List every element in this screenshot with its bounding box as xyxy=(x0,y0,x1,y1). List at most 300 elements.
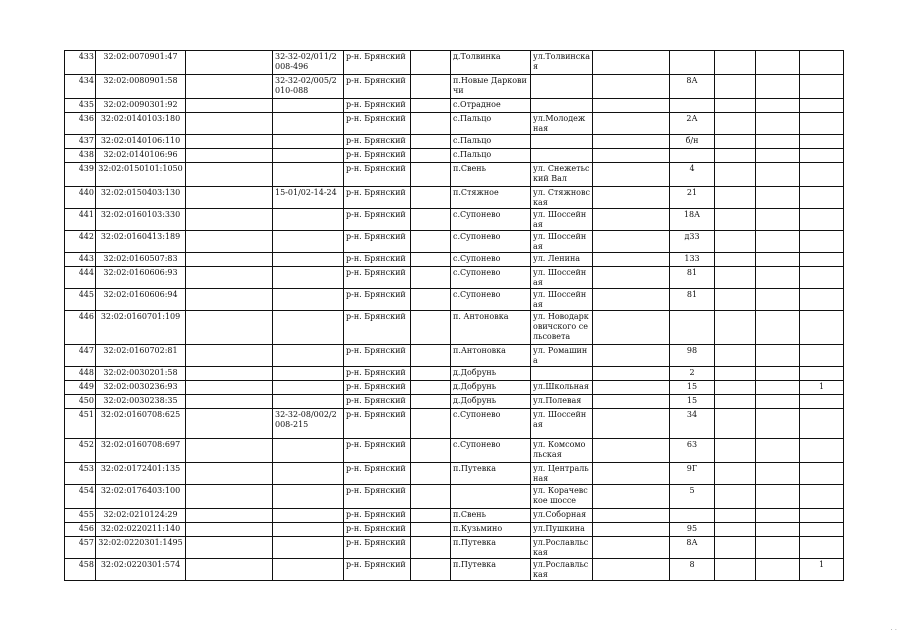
empty-cell xyxy=(593,231,670,253)
extra-value-cell xyxy=(800,409,844,439)
cadastral-number-cell: 32:02:0140106:96 xyxy=(96,149,186,163)
empty-cell xyxy=(411,409,451,439)
empty-cell xyxy=(593,439,670,463)
empty-cell xyxy=(715,253,756,267)
row-number-cell: 445 xyxy=(65,289,96,311)
registration-number-cell xyxy=(273,163,344,187)
row-number-cell: 450 xyxy=(65,395,96,409)
registration-number-cell xyxy=(273,209,344,231)
empty-cell xyxy=(593,113,670,135)
street-cell: ул. Шоссейная xyxy=(531,409,593,439)
street-cell: ул. Снежетьский Вал xyxy=(531,163,593,187)
registration-number-cell xyxy=(273,311,344,345)
empty-cell xyxy=(715,311,756,345)
row-number-cell: 458 xyxy=(65,559,96,581)
district-cell: р-н. Брянский xyxy=(344,75,411,99)
empty-cell xyxy=(756,439,800,463)
table-row xyxy=(65,163,844,187)
cadastral-number-cell: 32:02:0172401:135 xyxy=(96,463,186,485)
empty-cell xyxy=(186,113,273,135)
empty-cell xyxy=(411,537,451,559)
empty-cell xyxy=(756,99,800,113)
empty-cell xyxy=(411,187,451,209)
row-number-cell: 453 xyxy=(65,463,96,485)
street-cell xyxy=(531,75,593,99)
extra-value-cell xyxy=(800,311,844,345)
district-cell: р-н. Брянский xyxy=(344,559,411,581)
registration-number-cell xyxy=(273,113,344,135)
empty-cell xyxy=(186,409,273,439)
empty-cell xyxy=(756,75,800,99)
empty-cell xyxy=(593,409,670,439)
house-number-cell: 9Г xyxy=(670,463,715,485)
empty-cell xyxy=(186,439,273,463)
empty-cell xyxy=(186,99,273,113)
locality-cell: с.Супонево xyxy=(451,267,531,289)
registration-number-cell: 15-01/02-14-24 xyxy=(273,187,344,209)
row-number-cell: 447 xyxy=(65,345,96,367)
empty-cell xyxy=(411,149,451,163)
house-number-cell: 2 xyxy=(670,367,715,381)
street-cell: ул. Центральная xyxy=(531,463,593,485)
empty-cell xyxy=(411,163,451,187)
extra-value-cell: 1 xyxy=(800,559,844,581)
empty-cell xyxy=(715,113,756,135)
table-row xyxy=(65,345,844,367)
empty-cell xyxy=(715,231,756,253)
empty-cell xyxy=(411,395,451,409)
empty-cell xyxy=(411,253,451,267)
house-number-cell xyxy=(670,311,715,345)
locality-cell: с.Супонево xyxy=(451,209,531,231)
cadastral-number-cell: 32:02:0090301:92 xyxy=(96,99,186,113)
extra-value-cell xyxy=(800,51,844,75)
empty-cell xyxy=(186,75,273,99)
row-number-cell: 441 xyxy=(65,209,96,231)
empty-cell xyxy=(715,439,756,463)
district-cell: р-н. Брянский xyxy=(344,485,411,509)
district-cell: р-н. Брянский xyxy=(344,113,411,135)
table-row xyxy=(65,509,844,523)
row-number-cell: 437 xyxy=(65,135,96,149)
empty-cell xyxy=(715,381,756,395)
empty-cell xyxy=(411,289,451,311)
empty-cell xyxy=(715,187,756,209)
locality-cell: с.Супонево xyxy=(451,231,531,253)
row-number-cell: 443 xyxy=(65,253,96,267)
table-row xyxy=(65,537,844,559)
extra-value-cell xyxy=(800,509,844,523)
cadastral-number-cell: 32:02:0160708:625 xyxy=(96,409,186,439)
house-number-cell: 8А xyxy=(670,75,715,99)
locality-cell: с.Пальцо xyxy=(451,135,531,149)
registration-number-cell xyxy=(273,367,344,381)
extra-value-cell xyxy=(800,523,844,537)
district-cell: р-н. Брянский xyxy=(344,135,411,149)
empty-cell xyxy=(411,113,451,135)
empty-cell xyxy=(756,311,800,345)
house-number-cell: 2А xyxy=(670,113,715,135)
district-cell: р-н. Брянский xyxy=(344,537,411,559)
registration-number-cell xyxy=(273,289,344,311)
table-row xyxy=(65,395,844,409)
empty-cell xyxy=(756,51,800,75)
empty-cell xyxy=(186,509,273,523)
empty-cell xyxy=(186,253,273,267)
street-cell: ул. Комсомольская xyxy=(531,439,593,463)
extra-value-cell xyxy=(800,163,844,187)
street-cell: ул. Шоссейная xyxy=(531,231,593,253)
empty-cell xyxy=(715,409,756,439)
extra-value-cell xyxy=(800,187,844,209)
locality-cell: с.Супонево xyxy=(451,409,531,439)
table-row xyxy=(65,113,844,135)
empty-cell xyxy=(186,311,273,345)
house-number-cell: 133 xyxy=(670,253,715,267)
table-row xyxy=(65,51,844,75)
locality-cell: с.Отрадное xyxy=(451,99,531,113)
empty-cell xyxy=(756,367,800,381)
empty-cell xyxy=(593,135,670,149)
cadastral-number-cell: 32:02:0160708:697 xyxy=(96,439,186,463)
cadastral-number-cell: 32:02:0160701:109 xyxy=(96,311,186,345)
table-row xyxy=(65,267,844,289)
empty-cell xyxy=(411,523,451,537)
empty-cell xyxy=(715,149,756,163)
extra-value-cell xyxy=(800,267,844,289)
cadastral-number-cell: 32:02:0030236:93 xyxy=(96,381,186,395)
table-row xyxy=(65,253,844,267)
extra-value-cell xyxy=(800,99,844,113)
extra-value-cell xyxy=(800,149,844,163)
empty-cell xyxy=(593,559,670,581)
table-row xyxy=(65,135,844,149)
district-cell: р-н. Брянский xyxy=(344,463,411,485)
cadastral-number-cell: 32:02:0160606:93 xyxy=(96,267,186,289)
house-number-cell xyxy=(670,99,715,113)
empty-cell xyxy=(715,135,756,149)
district-cell: р-н. Брянский xyxy=(344,51,411,75)
house-number-cell: д33 xyxy=(670,231,715,253)
empty-cell xyxy=(593,209,670,231)
empty-cell xyxy=(756,395,800,409)
locality-cell: п.Антоновка xyxy=(451,345,531,367)
empty-cell xyxy=(756,253,800,267)
empty-cell xyxy=(715,75,756,99)
district-cell: р-н. Брянский xyxy=(344,367,411,381)
district-cell: р-н. Брянский xyxy=(344,253,411,267)
extra-value-cell xyxy=(800,439,844,463)
empty-cell xyxy=(186,231,273,253)
registry-table-body xyxy=(65,51,844,581)
street-cell: ул. Ленина xyxy=(531,253,593,267)
extra-value-cell xyxy=(800,253,844,267)
house-number-cell: 15 xyxy=(670,395,715,409)
house-number-cell: б/н xyxy=(670,135,715,149)
empty-cell xyxy=(756,135,800,149)
empty-cell xyxy=(186,209,273,231)
district-cell: р-н. Брянский xyxy=(344,289,411,311)
table-row xyxy=(65,409,844,439)
table-row xyxy=(65,209,844,231)
empty-cell xyxy=(715,289,756,311)
empty-cell xyxy=(186,289,273,311)
row-number-cell: 455 xyxy=(65,509,96,523)
row-number-cell: 434 xyxy=(65,75,96,99)
empty-cell xyxy=(186,163,273,187)
cadastral-number-cell: 32:02:0220211:140 xyxy=(96,523,186,537)
locality-cell: д.Добрунь xyxy=(451,381,531,395)
empty-cell xyxy=(411,485,451,509)
registration-number-cell xyxy=(273,463,344,485)
locality-cell: с.Пальцо xyxy=(451,149,531,163)
empty-cell xyxy=(756,209,800,231)
house-number-cell: 4 xyxy=(670,163,715,187)
registration-number-cell: 32-32-08/002/2008-215 xyxy=(273,409,344,439)
empty-cell xyxy=(186,559,273,581)
extra-value-cell xyxy=(800,395,844,409)
empty-cell xyxy=(411,209,451,231)
table-row xyxy=(65,149,844,163)
house-number-cell: 8 xyxy=(670,559,715,581)
table-row xyxy=(65,439,844,463)
street-cell: ул.Толвинская xyxy=(531,51,593,75)
empty-cell xyxy=(593,345,670,367)
locality-cell: с.Пальцо xyxy=(451,113,531,135)
district-cell: р-н. Брянский xyxy=(344,311,411,345)
empty-cell xyxy=(715,209,756,231)
district-cell: р-н. Брянский xyxy=(344,231,411,253)
empty-cell xyxy=(411,559,451,581)
empty-cell xyxy=(186,345,273,367)
district-cell: р-н. Брянский xyxy=(344,99,411,113)
empty-cell xyxy=(411,75,451,99)
extra-value-cell xyxy=(800,537,844,559)
registration-number-cell xyxy=(273,345,344,367)
cadastral-number-cell: 32:02:0030238:35 xyxy=(96,395,186,409)
house-number-cell: 8А xyxy=(670,537,715,559)
empty-cell xyxy=(715,509,756,523)
extra-value-cell xyxy=(800,367,844,381)
empty-cell xyxy=(593,149,670,163)
empty-cell xyxy=(186,51,273,75)
street-cell xyxy=(531,149,593,163)
locality-cell: д.Добрунь xyxy=(451,395,531,409)
empty-cell xyxy=(593,253,670,267)
street-cell: ул. Шоссейная xyxy=(531,289,593,311)
extra-value-cell xyxy=(800,231,844,253)
row-number-cell: 436 xyxy=(65,113,96,135)
street-cell xyxy=(531,135,593,149)
empty-cell xyxy=(715,559,756,581)
house-number-cell xyxy=(670,509,715,523)
empty-cell xyxy=(715,463,756,485)
empty-cell xyxy=(411,135,451,149)
locality-cell: д.Добрунь xyxy=(451,367,531,381)
street-cell: ул.Полевая xyxy=(531,395,593,409)
table-row xyxy=(65,485,844,509)
house-number-cell: 98 xyxy=(670,345,715,367)
locality-cell: д.Толвинка xyxy=(451,51,531,75)
empty-cell xyxy=(186,523,273,537)
street-cell: ул.Пушкина xyxy=(531,523,593,537)
table-row xyxy=(65,289,844,311)
empty-cell xyxy=(411,439,451,463)
cadastral-number-cell: 32:02:0140106:110 xyxy=(96,135,186,149)
table-row xyxy=(65,187,844,209)
table-row xyxy=(65,523,844,537)
extra-value-cell xyxy=(800,345,844,367)
registration-number-cell xyxy=(273,267,344,289)
empty-cell xyxy=(593,367,670,381)
empty-cell xyxy=(411,311,451,345)
locality-cell: п.Кузьмино xyxy=(451,523,531,537)
row-number-cell: 440 xyxy=(65,187,96,209)
empty-cell xyxy=(756,463,800,485)
empty-cell xyxy=(715,345,756,367)
row-number-cell: 433 xyxy=(65,51,96,75)
extra-value-cell xyxy=(800,135,844,149)
locality-cell: п. Антоновка xyxy=(451,311,531,345)
registration-number-cell xyxy=(273,99,344,113)
registration-number-cell xyxy=(273,135,344,149)
registration-number-cell xyxy=(273,509,344,523)
empty-cell xyxy=(411,231,451,253)
extra-value-cell: 1 xyxy=(800,381,844,395)
district-cell: р-н. Брянский xyxy=(344,381,411,395)
locality-cell: п.Стяжное xyxy=(451,187,531,209)
district-cell: р-н. Брянский xyxy=(344,345,411,367)
registration-number-cell xyxy=(273,523,344,537)
property-registry-table xyxy=(64,50,844,581)
registration-number-cell xyxy=(273,381,344,395)
cadastral-number-cell: 32:02:0160507:83 xyxy=(96,253,186,267)
empty-cell xyxy=(411,463,451,485)
cadastral-number-cell: 32:02:0160413:189 xyxy=(96,231,186,253)
extra-value-cell xyxy=(800,113,844,135)
table-row xyxy=(65,99,844,113)
empty-cell xyxy=(715,367,756,381)
row-number-cell: 451 xyxy=(65,409,96,439)
row-number-cell: 454 xyxy=(65,485,96,509)
cadastral-number-cell: 32:02:0160103:330 xyxy=(96,209,186,231)
cadastral-number-cell: 32:02:0150403:130 xyxy=(96,187,186,209)
extra-value-cell xyxy=(800,289,844,311)
empty-cell xyxy=(715,485,756,509)
empty-cell xyxy=(593,509,670,523)
empty-cell xyxy=(593,267,670,289)
empty-cell xyxy=(411,509,451,523)
registry-sheet xyxy=(64,50,844,581)
empty-cell xyxy=(593,51,670,75)
table-row xyxy=(65,463,844,485)
cadastral-number-cell: 32:02:0080901:58 xyxy=(96,75,186,99)
street-cell: ул. Шоссейная xyxy=(531,209,593,231)
cadastral-number-cell: 32:02:0070901:47 xyxy=(96,51,186,75)
empty-cell xyxy=(411,345,451,367)
locality-cell: п.Путевка xyxy=(451,463,531,485)
empty-cell xyxy=(756,381,800,395)
street-cell: ул.Рославльская xyxy=(531,559,593,581)
row-number-cell: 456 xyxy=(65,523,96,537)
house-number-cell: 21 xyxy=(670,187,715,209)
registration-number-cell xyxy=(273,559,344,581)
house-number-cell: 95 xyxy=(670,523,715,537)
row-number-cell: 435 xyxy=(65,99,96,113)
table-row xyxy=(65,367,844,381)
registration-number-cell xyxy=(273,439,344,463)
empty-cell xyxy=(593,485,670,509)
house-number-cell xyxy=(670,149,715,163)
page-mark: · · xyxy=(890,626,897,634)
table-row xyxy=(65,231,844,253)
house-number-cell: 5 xyxy=(670,485,715,509)
empty-cell xyxy=(715,523,756,537)
empty-cell xyxy=(756,523,800,537)
empty-cell xyxy=(186,381,273,395)
empty-cell xyxy=(756,187,800,209)
cadastral-number-cell: 32:02:0210124:29 xyxy=(96,509,186,523)
empty-cell xyxy=(756,345,800,367)
empty-cell xyxy=(756,409,800,439)
house-number-cell: 63 xyxy=(670,439,715,463)
empty-cell xyxy=(715,163,756,187)
empty-cell xyxy=(593,381,670,395)
district-cell: р-н. Брянский xyxy=(344,409,411,439)
locality-cell: с.Супонево xyxy=(451,253,531,267)
cadastral-number-cell: 32:02:0160702:81 xyxy=(96,345,186,367)
registration-number-cell xyxy=(273,537,344,559)
empty-cell xyxy=(756,267,800,289)
locality-cell: п.Свень xyxy=(451,163,531,187)
empty-cell xyxy=(593,537,670,559)
cadastral-number-cell: 32:02:0220301:574 xyxy=(96,559,186,581)
empty-cell xyxy=(756,509,800,523)
street-cell xyxy=(531,367,593,381)
empty-cell xyxy=(756,559,800,581)
cadastral-number-cell: 32:02:0150101:1050 xyxy=(96,163,186,187)
district-cell: р-н. Брянский xyxy=(344,523,411,537)
street-cell: ул.Рославльская xyxy=(531,537,593,559)
house-number-cell: 81 xyxy=(670,267,715,289)
empty-cell xyxy=(756,163,800,187)
empty-cell xyxy=(186,149,273,163)
row-number-cell: 452 xyxy=(65,439,96,463)
empty-cell xyxy=(715,537,756,559)
empty-cell xyxy=(593,163,670,187)
empty-cell xyxy=(411,381,451,395)
house-number-cell: 15 xyxy=(670,381,715,395)
extra-value-cell xyxy=(800,485,844,509)
street-cell: ул. Ромашина xyxy=(531,345,593,367)
street-cell: ул.Школьная xyxy=(531,381,593,395)
street-cell: ул.Молодежная xyxy=(531,113,593,135)
empty-cell xyxy=(186,187,273,209)
table-row xyxy=(65,381,844,395)
district-cell: р-н. Брянский xyxy=(344,509,411,523)
cadastral-number-cell: 32:02:0140103:180 xyxy=(96,113,186,135)
district-cell: р-н. Брянский xyxy=(344,187,411,209)
empty-cell xyxy=(186,463,273,485)
empty-cell xyxy=(756,485,800,509)
table-row xyxy=(65,559,844,581)
empty-cell xyxy=(186,485,273,509)
district-cell: р-н. Брянский xyxy=(344,267,411,289)
cadastral-number-cell: 32:02:0030201:58 xyxy=(96,367,186,381)
empty-cell xyxy=(186,267,273,289)
street-cell xyxy=(531,99,593,113)
empty-cell xyxy=(593,187,670,209)
